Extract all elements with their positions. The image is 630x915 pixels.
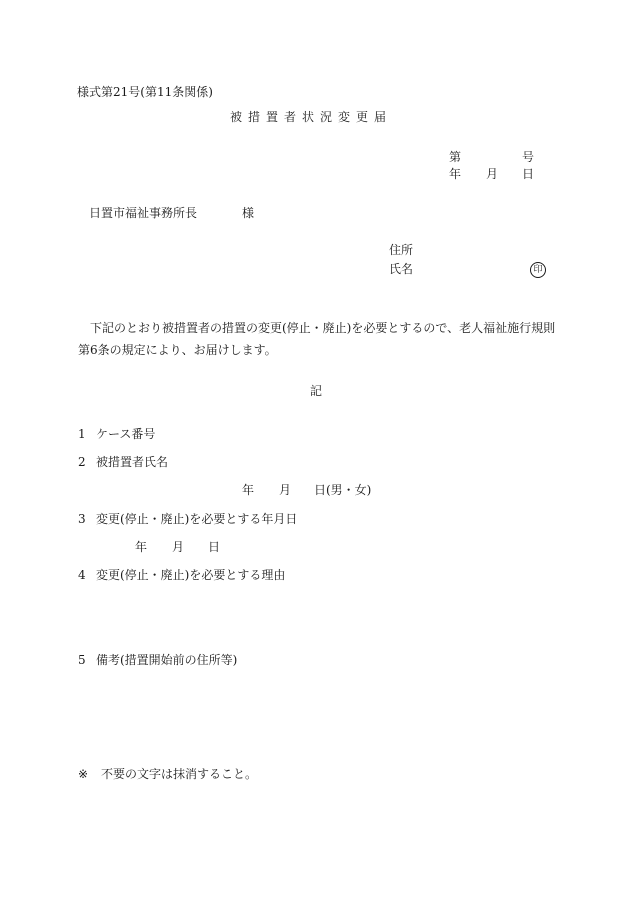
item1-number: 1 — [78, 427, 86, 441]
applicant-name-label: 氏名 — [389, 262, 414, 276]
item3-number: 3 — [78, 512, 86, 526]
body-paragraph: 下記のとおり被措置者の措置の変更(停止・廃止)を必要とするので、老人福祉施行規則第6条の規定により、お届けします。 — [78, 321, 556, 357]
addressee-honorific: 様 — [242, 206, 255, 220]
item2-month: 月 — [279, 483, 292, 497]
item4-label: 変更(停止・廃止)を必要とする理由 — [96, 568, 286, 582]
item2-day-sex: 日(男・女) — [314, 483, 372, 497]
item3-label: 変更(停止・廃止)を必要とする年月日 — [96, 512, 298, 526]
note-text: 不要の文字は抹消すること。 — [101, 767, 258, 781]
item1-label: ケース番号 — [96, 427, 156, 441]
number-go: 号 — [522, 150, 535, 164]
date-year: 年 — [449, 167, 462, 181]
item2-number: 2 — [78, 455, 86, 469]
item2-year: 年 — [242, 483, 255, 497]
applicant-address-label: 住所 — [389, 243, 414, 257]
note-mark: ※ — [78, 767, 89, 781]
form-label: 様式第21号(第11条関係) — [77, 85, 213, 99]
date-month: 月 — [486, 167, 499, 181]
item3-year: 年 — [135, 540, 148, 554]
form-title: 被措置者状況変更届 — [230, 110, 393, 124]
item5-number: 5 — [78, 653, 86, 667]
date-day: 日 — [522, 167, 535, 181]
item3-day: 日 — [208, 540, 221, 554]
item3-month: 月 — [172, 540, 185, 554]
item5-label: 備考(措置開始前の住所等) — [96, 653, 238, 667]
number-dai: 第 — [449, 150, 462, 164]
seal-mark: 印 — [530, 262, 546, 278]
addressee-office: 日置市福祉事務所長 — [89, 206, 198, 220]
item2-label: 被措置者氏名 — [96, 455, 169, 469]
ki-heading: 記 — [310, 384, 323, 398]
item4-number: 4 — [78, 568, 86, 582]
